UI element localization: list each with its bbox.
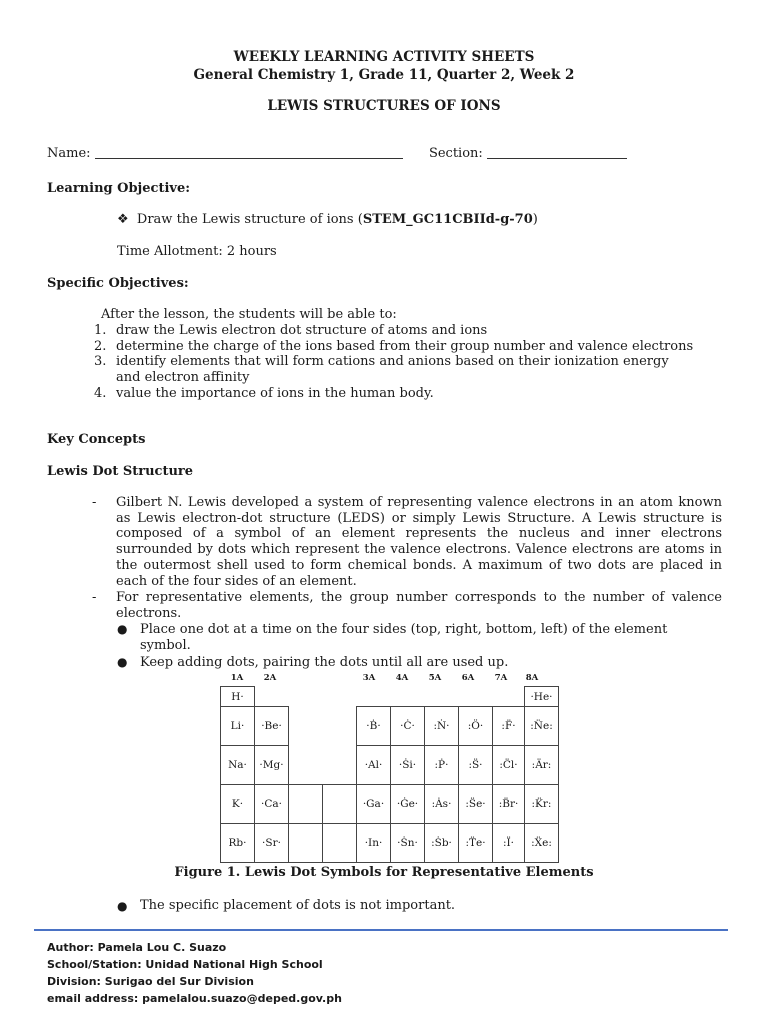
element-symbol-cell: :Ṗ· xyxy=(425,746,459,785)
list-number: 2. xyxy=(94,339,107,354)
sheet-title: WEEKLY LEARNING ACTIVITY SHEETS xyxy=(233,49,535,65)
list-text: draw the Lewis electron dot structure of atoms and ions xyxy=(116,323,488,338)
empty-cell xyxy=(289,707,323,746)
objective-item xyxy=(117,212,538,227)
empty-cell xyxy=(323,785,357,824)
list-number: 3. xyxy=(94,354,107,369)
element-symbol-cell: ·Ṡn· xyxy=(391,824,425,863)
table-row xyxy=(221,785,559,824)
group-label: 5A xyxy=(428,673,442,683)
element-symbol-cell: ·Be· xyxy=(255,707,289,746)
element-symbol-cell: :T̈e· xyxy=(459,824,493,863)
group-label: 6A xyxy=(461,673,475,683)
empty-cell xyxy=(289,785,323,824)
list-text: and electron affinity xyxy=(116,370,250,385)
figure-caption: Figure 1. Lewis Dot Symbols for Representative Elements xyxy=(174,865,594,880)
list-number: 4. xyxy=(94,386,107,401)
element-symbol-cell: ·Mg· xyxy=(255,746,289,785)
list-text: identify elements that will form cations and anions based on their ionization energy xyxy=(116,354,669,369)
table-row xyxy=(221,824,559,863)
list-text: value the importance of ions in the human body. xyxy=(116,386,434,401)
element-symbol-cell: ·Ga· xyxy=(357,785,391,824)
element-symbol-cell: ·Al· xyxy=(357,746,391,785)
round-bullet-icon: ● xyxy=(117,622,128,636)
objective-list-item xyxy=(94,339,693,354)
element-symbol-cell: :K̈r: xyxy=(525,785,559,824)
group-label: 3A xyxy=(362,673,376,683)
empty-cell xyxy=(289,824,323,863)
lewis-dot-structure-heading: Lewis Dot Structure xyxy=(47,464,194,479)
empty-cell xyxy=(289,746,323,785)
group-label: 2A xyxy=(263,673,277,683)
element-symbol-cell: :S̈e· xyxy=(459,785,493,824)
table-row xyxy=(221,707,559,746)
list-text: determine the charge of the ions based from their group number and valence electrons xyxy=(116,339,694,354)
element-symbol-cell: :Ö· xyxy=(459,707,493,746)
element-symbol-cell: :F̈· xyxy=(493,707,525,746)
element-symbol-cell: K· xyxy=(221,785,255,824)
element-symbol-cell: ·Ġe· xyxy=(391,785,425,824)
table-row xyxy=(221,687,559,707)
objective-text-end: ) xyxy=(532,212,538,227)
objective-list-item xyxy=(94,370,249,385)
footer-school: School/Station: Unidad National High School xyxy=(47,958,323,971)
element-symbol-cell: Rb· xyxy=(221,824,255,863)
objective-list-item xyxy=(94,354,669,369)
group-label: 7A xyxy=(494,673,508,683)
element-symbol-cell: ·In· xyxy=(357,824,391,863)
footer-email: email address: pamelalou.suazo@deped.gov.ph xyxy=(47,992,342,1005)
round-bullet-icon: ● xyxy=(117,899,128,913)
diamond-bullet-icon: ❖ xyxy=(117,212,129,227)
list-number: 1. xyxy=(94,323,107,338)
objective-code: STEM_GC11CBIId-g-70 xyxy=(362,212,533,227)
group-label: 1A xyxy=(230,673,244,683)
group-label: 4A xyxy=(395,673,409,683)
element-symbol-cell: ·He· xyxy=(525,687,559,707)
course-subtitle: General Chemistry 1, Grade 11, Quarter 2, Week 2 xyxy=(193,67,575,83)
key-concepts-heading: Key Concepts xyxy=(47,432,146,447)
specific-objectives-heading: Specific Objectives: xyxy=(47,276,189,291)
lesson-title: LEWIS STRUCTURES OF IONS xyxy=(267,98,501,114)
round-bullet-icon: ● xyxy=(117,655,128,669)
element-symbol-cell: :Ẍe: xyxy=(525,824,559,863)
objectives-intro: After the lesson, the students will be able to: xyxy=(101,307,397,322)
representative-paragraph: For representative elements, the group number corresponds to the number of valence electrons. xyxy=(116,590,722,621)
learning-objective-heading: Learning Objective: xyxy=(47,181,191,196)
footer-division: Division: Surigao del Sur Division xyxy=(47,975,254,988)
footer-author: Author: Pamela Lou C. Suazo xyxy=(47,941,227,954)
element-symbol-cell: :Ṡb· xyxy=(425,824,459,863)
element-symbol-cell: :C̈l· xyxy=(493,746,525,785)
footer-divider xyxy=(34,929,728,931)
name-label: Name: xyxy=(47,146,91,161)
empty-cell xyxy=(323,746,357,785)
objective-list-item xyxy=(94,323,487,338)
element-symbol-cell: :N̈e: xyxy=(525,707,559,746)
section-label: Section: xyxy=(428,146,483,161)
section-field[interactable] xyxy=(487,145,627,159)
empty-cell xyxy=(323,824,357,863)
element-symbol-cell: Li· xyxy=(221,707,255,746)
element-symbol-cell: Na· xyxy=(221,746,255,785)
objective-list-item xyxy=(94,386,434,401)
table-row xyxy=(221,746,559,785)
element-symbol-cell: ·Sr· xyxy=(255,824,289,863)
element-symbol-cell: ·Ċ· xyxy=(391,707,425,746)
dot-rule-2: Keep adding dots, pairing the dots until all are used up. xyxy=(140,655,509,670)
element-symbol-cell: :Ṅ· xyxy=(425,707,459,746)
empty-cell xyxy=(255,687,525,707)
empty-cell xyxy=(323,707,357,746)
element-symbol-cell: H· xyxy=(221,687,255,707)
placement-note: The specific placement of dots is not important. xyxy=(140,898,456,913)
element-symbol-cell: :S̈· xyxy=(459,746,493,785)
objective-text: Draw the Lewis structure of ions ( xyxy=(136,212,363,227)
name-field[interactable] xyxy=(95,145,403,159)
group-label: 8A xyxy=(525,673,539,683)
element-symbol-cell: ·Ṡi· xyxy=(391,746,425,785)
dash-bullet-icon: - xyxy=(92,590,97,605)
dash-bullet-icon: - xyxy=(92,495,97,510)
element-symbol-cell: :Ï· xyxy=(493,824,525,863)
element-symbol-cell: :Ȧs· xyxy=(425,785,459,824)
element-symbol-cell: ·Ḃ· xyxy=(357,707,391,746)
element-symbol-cell: :B̈r· xyxy=(493,785,525,824)
dot-rule-1: Place one dot at a time on the four sides (top, right, bottom, left) of the element symbol. xyxy=(140,622,668,653)
lewis-dot-table xyxy=(220,686,559,863)
time-allotment: Time Allotment: 2 hours xyxy=(117,244,277,259)
element-symbol-cell: :Är: xyxy=(525,746,559,785)
name-section-row xyxy=(47,145,627,161)
element-symbol-cell: ·Ca· xyxy=(255,785,289,824)
lewis-paragraph: Gilbert N. Lewis developed a system of representing valence electrons in an atom known as Lewis electron-dot structure (LEDS) or simply Lewis Structure. A Lewis structure is composed of a symbol of an element represents the nucleus and inner electrons surrounded by dots which represent the valence electrons. Valence electrons are atoms in the outermost shell used to form chemical bonds. A maximum of two dots are placed in each of the four sides of an element. xyxy=(116,495,722,589)
